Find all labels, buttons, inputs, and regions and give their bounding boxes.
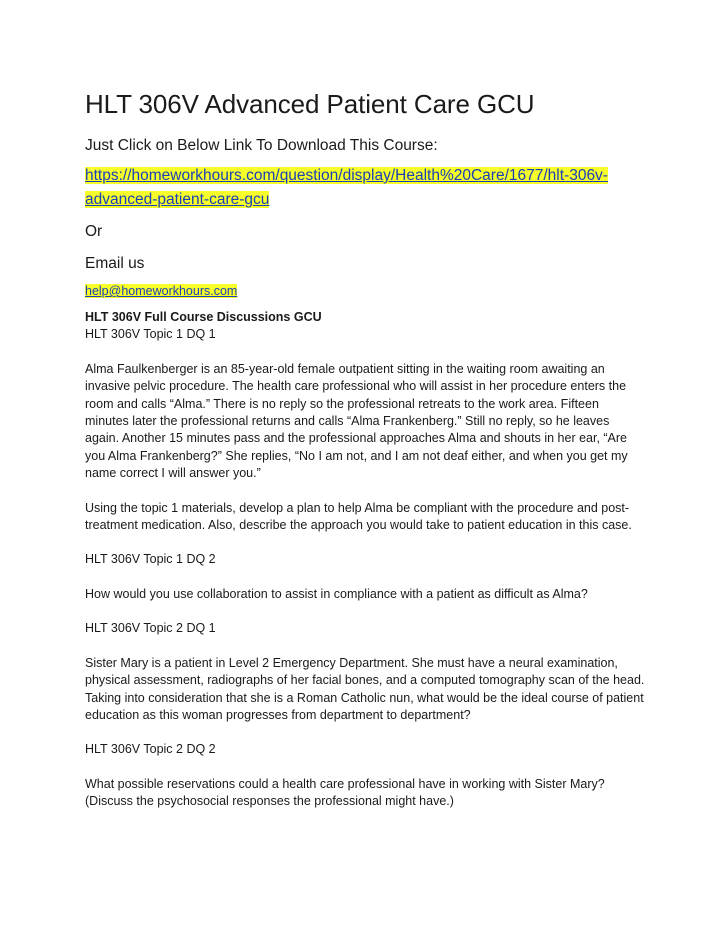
topic1-dq1-heading: HLT 306V Topic 1 DQ 1	[85, 327, 216, 342]
or-text: Or	[85, 223, 103, 240]
email-link-wrap	[85, 282, 645, 300]
topic2-dq1-heading: HLT 306V Topic 2 DQ 1	[85, 621, 216, 636]
topic2-dq2-text: What possible reservations could a health care professional have in working with Sister Mary? (Discuss the psychosocial responses the professional might have.)	[85, 776, 605, 809]
section-title: HLT 306V Full Course Discussions GCU	[85, 310, 322, 324]
topic2-dq1-text: Sister Mary is a patient in Level 2 Emergency Department. She must have a neural examination, physical assessment, radiographs of her facial bones, and a computed tomography scan of the head. Taking into consideration that she is a Roman Catholic nun, what would be the ideal course of patient education as this woman progresses from department to department?	[85, 655, 645, 722]
email-label: Email us	[85, 255, 145, 272]
page-title: HLT 306V Advanced Patient Care GCU	[85, 89, 535, 119]
email-link[interactable]: help@homeworkhours.com	[85, 284, 238, 298]
course-link-line2[interactable]: advanced-patient-care-gcu	[85, 191, 270, 208]
course-link[interactable]	[85, 164, 645, 212]
course-link-line1[interactable]: https://homeworkhours.com/question/display/Health%20Care/1677/hlt-306v-	[85, 167, 608, 184]
topic2-dq2-heading: HLT 306V Topic 2 DQ 2	[85, 742, 216, 757]
topic1-dq1-paragraph-1: Alma Faulkenberger is an 85-year-old female outpatient sitting in the waiting room awaiting an invasive pelvic procedure. The health care professional who will assist in her procedure enters the room and calls “Alma.” There is no reply so the professional retreats to the work area. Fifteen minutes later the professional returns and calls “Alma Frankenberg.” Still no reply, so he leaves again. Another 15 minutes pass and the professional approaches Alma and shouts in her ear, “Are you Alma Frankenberg?” She replies, “No I am not, and I am not deaf either, and when you get my name correct I will answer you.”	[85, 361, 628, 481]
topic1-dq1-paragraph-2: Using the topic 1 materials, develop a plan to help Alma be compliant with the procedure and post-treatment medication. Also, describe the approach you would take to patient education in this case.	[85, 500, 632, 533]
topic1-dq2-heading: HLT 306V Topic 1 DQ 2	[85, 552, 216, 567]
topic1-dq2-text: How would you use collaboration to assist in compliance with a patient as difficult as Alma?	[85, 586, 588, 601]
download-intro: Just Click on Below Link To Download This Course:	[85, 137, 438, 154]
document-body	[85, 84, 645, 811]
